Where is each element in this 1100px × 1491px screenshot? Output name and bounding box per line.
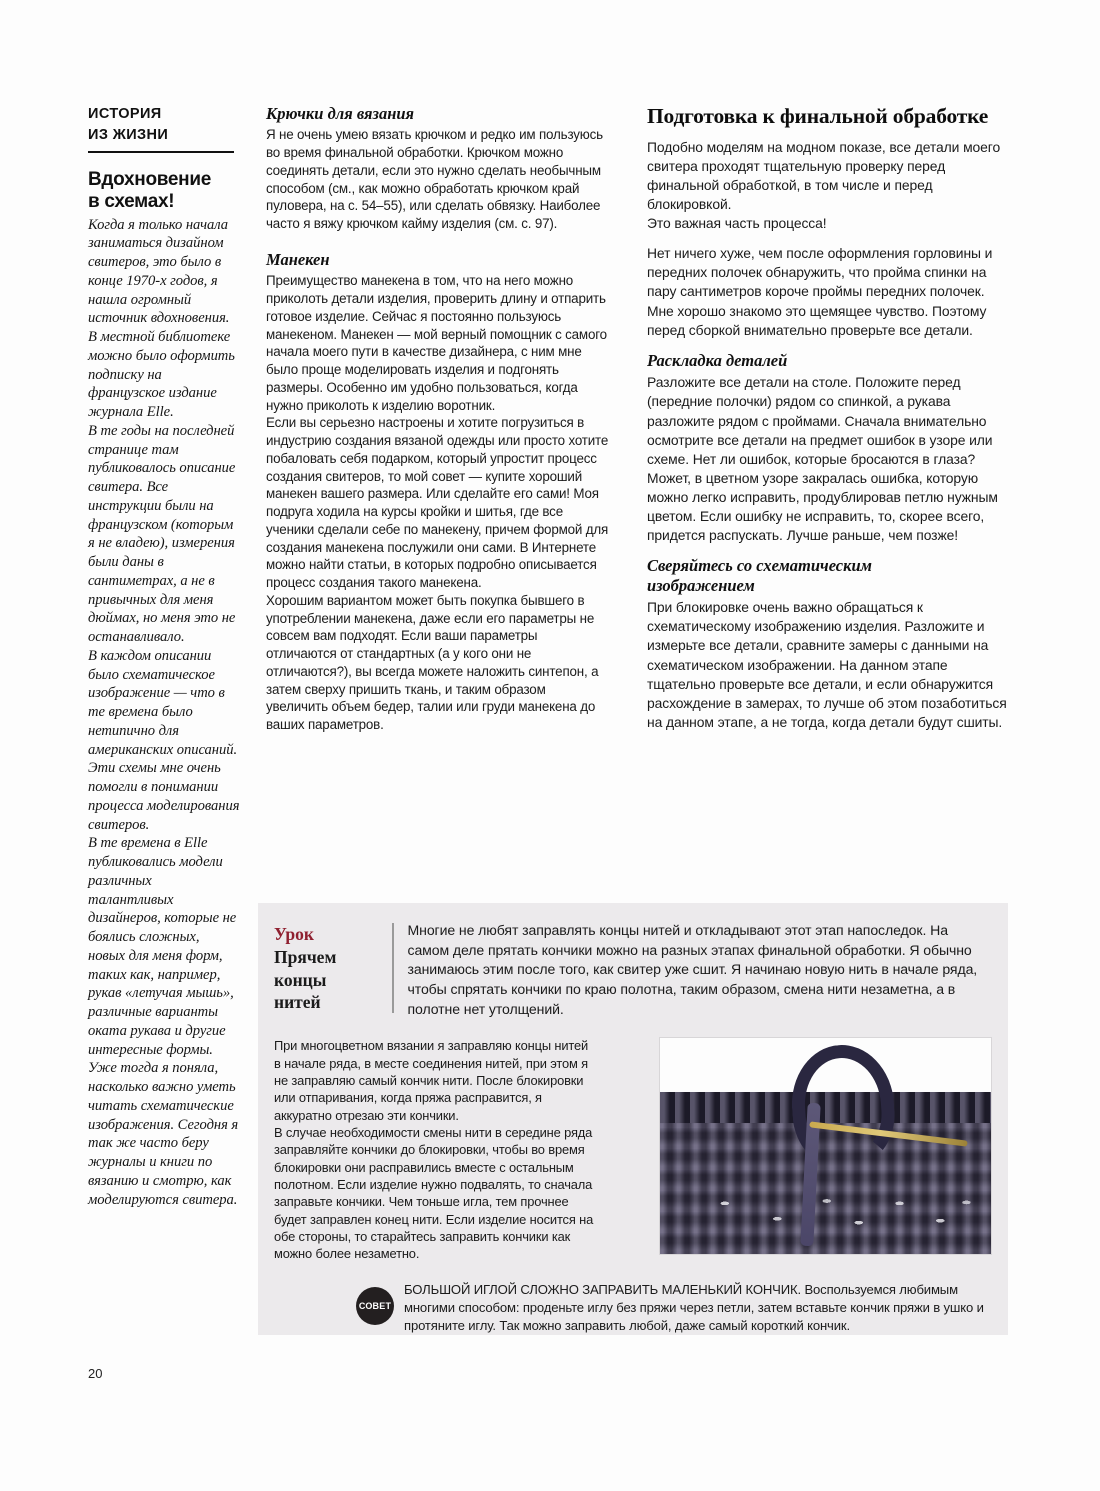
tip-text [404,1281,990,1335]
lesson-intro-text: Многие не любят заправлять концы нитей и откладывают этот этап напоследок. На самом деле прятать кончики можно на разных этапах финальной обработки. Я обычно занимаюсь этим после того, как свитер уже сшит. Я начинаю новую нить в начале ряда, чтобы спрятать кончики по краю полотна, таким образом, смена нити незаметна, а в полотне нет утолщений. [407,922,978,1017]
middle-column [266,104,611,734]
section-heading-layout-pieces: Раскладка деталей [647,350,788,370]
lesson-label-urok: Урок [274,924,314,944]
lesson-body-row [258,1019,1008,1262]
tip-rest: Воспользуемся любимым многими способом: проденьте иглу без пряжи через петли, затем вставьте кончик пряжи в ушко и протяните иглу. Так можно заправить любой, даже самый короткий кончик. [404,1281,984,1333]
sidebar-body: Когда я только начала заниматься дизайном свитеров, это было в конце 1970-х годов, я нашла огромный источник вдохновения. В местной библиотеке можно было оформить подписку на французское издание журнала Elle. В те годы на последней странице там публиковалось описание свитера. Все инструкции были на французском (которым я не владею), измерения были даны в сантиметрах, а не в привычных для меня дюймах, но меня это не останавливало. В каждом описании было схематическое изображение — что в те времена было нетипично для американских описаний. Эти схемы мне очень помогли в понимании процесса моделирования свитеров. В те времена в Elle публиковались модели различных талантливых дизайнеров, которые не боялись сложных, новых для меня форм, таких как, например, рукав «летучая мышь», различные варианты оката рукава и другие интересные формы. Уже тогда я поняла, насколько важно уметь читать схематические изображения. Сегодня я так же часто беру журналы и книги по вязанию и смотрю, как моделируются свитера. [88,216,240,1208]
tip-lead: БОЛЬШОЙ ИГЛОЙ СЛОЖНО ЗАПРАВИТЬ МАЛЕНЬКИЙ КОНЧИК. [404,1281,801,1297]
lesson-header-row [258,903,1008,1019]
paragraph-schematic-1: При блокировке очень важно обращаться к схематическому изображению изделия. Разложите и измерьте все детали, сравните замеры с данными на схематическом изображении. На данном этапе тщательно проверьте все детали, и если обнаружится расхождение в замерах, то лучше об этом позаботиться на данном этапе, а не тогда, когда детали будут сшиты. [647,599,1007,730]
spacer [647,233,1007,244]
tip-row [258,1263,1008,1335]
paragraph-mannequin-2: Если вы серьезно настроены и хотите погрузиться в индустрию создания вязаной одежды или просто хотите побаловать себя подарком, который упростит процесс создания свитеров, то мой совет — купите хороший манекен вашего размера. Или сделайте его сами! Моя подруга ходила на курсы кройки и шитья, где все ученики сделали себе по манекену, причем формой для создания манекена послужили они сами. В Интернете можно найти статьи, в которых подробно описывается процесс создания такого манекена. [266,415,609,591]
tip-badge: СОВЕТ [356,1287,394,1325]
lesson-label [274,921,392,1019]
lesson-label-title: Прячем концы нитей [274,946,337,1013]
page-number: 20 [88,1366,103,1381]
section-heading-check-schematic: Сверяйтесь со схематическим изображением [647,556,872,595]
knitting-swatch-photo [659,1037,992,1255]
paragraph-mannequin-3: Хорошим вариантом может быть покупка бывшего в употреблении манекена, даже если его параметры не совсем вам подходят. Если ваши параметры отличаются от стандартных (а у кого они не отличаются?), вы всегда можете наложить синтепон, а затем сверху пришить ткань, и таким образом увеличить объем бедер, талии или груди манекена до ваших параметров. [266,592,599,733]
section-heading-mannequin: Манекен [266,249,330,269]
sidebar-heading: Вдохновение в схемах! [88,169,211,212]
spacer [647,545,1007,556]
lesson-divider [392,923,394,1013]
paragraph-intro-2: Нет ничего хуже, чем после оформления горловины и передних полочек обнаружить, что пройма спинки на пару сантиметров короче проймы передних полочек. Мне хорошо знакомо это щемящее чувство. Поэтому перед сборкой внимательно проверьте все детали. [647,245,993,338]
lesson-panel [258,903,1008,1335]
lesson-paragraph-1: При многоцветном вязании я заправляю концы нитей в начале ряда, в месте соединения нитей, при этом я не заправляю самый кончик нити. После блокировки или отпаривания, когда пряжа расправится, я аккуратно отрезаю эти кончики. [274,1038,589,1123]
spacer [647,340,1007,351]
paragraph-intro-1: Подобно моделям на модном показе, все детали моего свитера проходят тщательную проверку перед финальной обработкой, в том числе и перед блокировкой. Это важная часть процесса! [647,138,1001,232]
kicker-line-1: ИСТОРИЯ [88,106,162,122]
stitch-highlights [690,1189,981,1237]
right-column [647,104,1007,732]
paragraph-mannequin-1: Преимущество манекена в том, что на него можно приколоть детали изделия, проверить длину и отпарить готовое изделие. Сейчас я постоянно пользуюсь манекеном. Манекен — мой верный помощник с самого начала моего пути в качестве дизайнера, с ним мне было проще моделировать изделия и подгонять размеры. Особенно им удобно пользоваться, когда нужно приколоть к изделию воротник. [266,273,607,413]
lesson-body-text [274,1037,614,1262]
spacer [266,233,611,250]
page-title: Подготовка к финальной обработке [647,104,989,128]
kicker-line-2: ИЗ ЖИЗНИ [88,127,169,144]
lesson-photo-wrap [614,1037,992,1262]
lesson-paragraph-2: В случае необходимости смены нити в середине ряда заправляйте кончики до блокировки, чтобы во время блокировки они расправились вместе с остальным полотном. Если изделие нужно подвалять, то сначала заправьте кончики. Чем тоньше игла, тем прочнее будет заправлен конец нити. Если изделие носится на обе стороны, то старайтесь заправить кончики как можно более незаметно. [274,1125,594,1262]
section-heading-crochet-hooks: Крючки для вязания [266,104,415,123]
paragraph-layout-1: Разложите все детали на столе. Положите перед (передние полочки) рядом со спинкой, а рукава разложите рядом с проймами. Сначала внимательно осмотрите все детали на предмет ошибок в узоре или схеме. Нет ли ошибок, которые бросаются в глаза? Может, в цветном узоре закралась ошибка, которую можно легко исправить, продублировав петлю нужным цветом. Если ошибку не исправить, то, скорее всего, придется распускать. Лучше раньше, чем позже! [647,374,998,544]
paragraph-crochet-1: Я не очень умею вязать крючком и редко им пользуюсь во время финальной обработки. Крючком можно соединять детали, если это нужно сделать необычным способом (см., как можно обработать крючком край пуловера, на с. 54–55), или сделать обвязку. Наиболее часто я вяжу крючком кайму изделия (см. с. 97). [266,127,603,232]
kicker-rule [88,151,234,153]
sidebar-column [88,104,240,1209]
